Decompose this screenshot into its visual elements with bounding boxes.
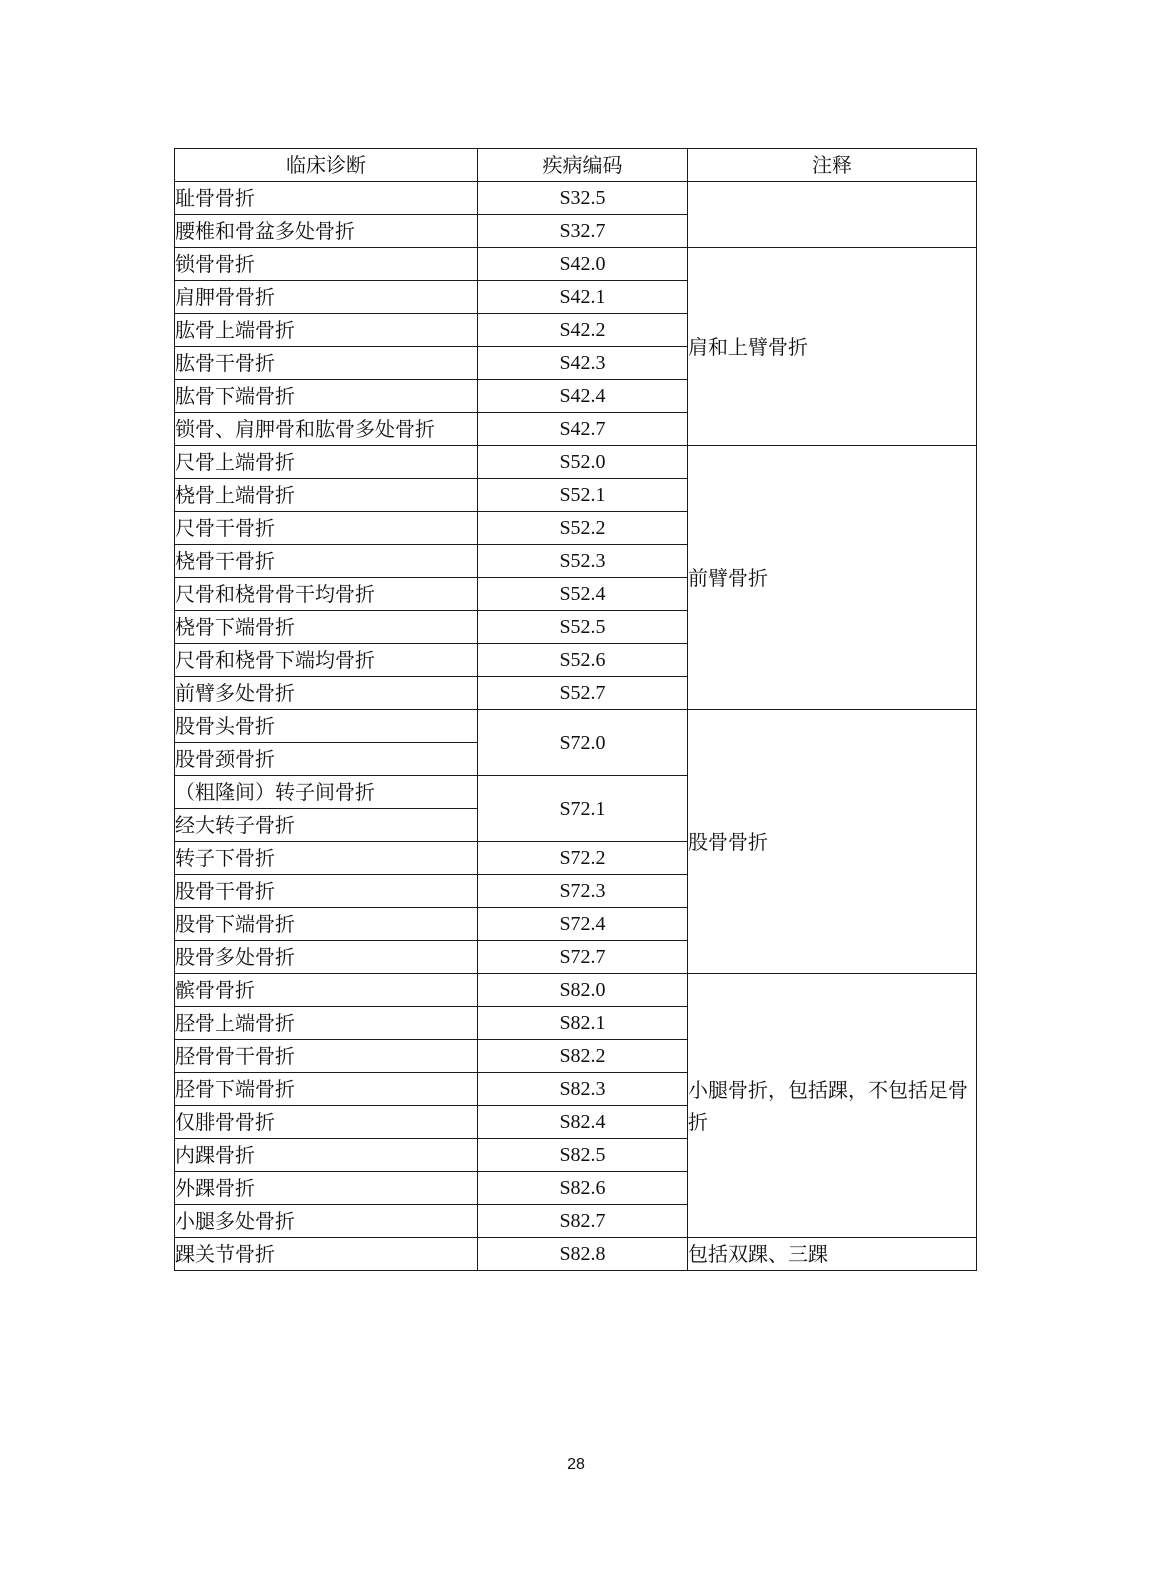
code-cell: S42.0 — [478, 248, 688, 281]
table-row — [175, 1238, 977, 1271]
diagnosis-cell: 股骨多处骨折 — [175, 941, 478, 974]
note-text: 前臂骨折 — [688, 565, 768, 590]
diagnosis-cell: 股骨头骨折 — [175, 710, 478, 743]
code-cell: S52.3 — [478, 545, 688, 578]
header-diagnosis: 临床诊断 — [175, 149, 478, 182]
note-text: 股骨骨折 — [688, 829, 768, 854]
code-cell: S52.6 — [478, 644, 688, 677]
code-cell: S52.5 — [478, 611, 688, 644]
header-code: 疾病编码 — [478, 149, 688, 182]
diagnosis-cell: 股骨干骨折 — [175, 875, 478, 908]
code-cell: S82.4 — [478, 1106, 688, 1139]
code-cell: S32.5 — [478, 182, 688, 215]
diagnosis-code-table — [174, 148, 977, 1271]
code-cell: S82.0 — [478, 974, 688, 1007]
code-cell: S72.2 — [478, 842, 688, 875]
diagnosis-cell: 锁骨骨折 — [175, 248, 478, 281]
diagnosis-cell: 桡骨干骨折 — [175, 545, 478, 578]
diagnosis-cell: 肱骨下端骨折 — [175, 380, 478, 413]
table-row — [175, 710, 977, 743]
diagnosis-cell: 前臂多处骨折 — [175, 677, 478, 710]
note-text: 小腿骨折，包括踝，不包括足骨折 — [688, 1077, 968, 1134]
header-note: 注释 — [688, 149, 977, 182]
diagnosis-cell: 桡骨下端骨折 — [175, 611, 478, 644]
diagnosis-cell: 肱骨干骨折 — [175, 347, 478, 380]
note-cell-empty — [688, 182, 977, 248]
diagnosis-cell: 转子下骨折 — [175, 842, 478, 875]
note-text: 肩和上臂骨折 — [688, 334, 808, 359]
diagnosis-cell: 肩胛骨骨折 — [175, 281, 478, 314]
code-cell: S82.2 — [478, 1040, 688, 1073]
table-row — [175, 446, 977, 479]
diagnosis-cell: 桡骨上端骨折 — [175, 479, 478, 512]
code-cell: S72.1 — [478, 776, 688, 842]
code-cell: S42.4 — [478, 380, 688, 413]
diagnosis-cell: 外踝骨折 — [175, 1172, 478, 1205]
code-cell: S82.6 — [478, 1172, 688, 1205]
diagnosis-cell: 股骨下端骨折 — [175, 908, 478, 941]
code-cell: S52.7 — [478, 677, 688, 710]
diagnosis-cell: 髌骨骨折 — [175, 974, 478, 1007]
code-cell: S52.2 — [478, 512, 688, 545]
code-cell: S52.4 — [478, 578, 688, 611]
diagnosis-cell: 小腿多处骨折 — [175, 1205, 478, 1238]
note-cell — [688, 710, 977, 974]
note-cell — [688, 248, 977, 446]
note-cell — [688, 1238, 977, 1271]
diagnosis-cell: 腰椎和骨盆多处骨折 — [175, 215, 478, 248]
code-cell: S72.0 — [478, 710, 688, 776]
code-cell: S72.4 — [478, 908, 688, 941]
diagnosis-cell: 胫骨骨干骨折 — [175, 1040, 478, 1073]
diagnosis-cell: 胫骨下端骨折 — [175, 1073, 478, 1106]
code-cell: S82.5 — [478, 1139, 688, 1172]
code-cell: S42.2 — [478, 314, 688, 347]
table-row — [175, 182, 977, 215]
note-text: 包括双踝、三踝 — [688, 1242, 828, 1266]
page-number: 28 — [567, 1456, 585, 1473]
diagnosis-cell: 股骨颈骨折 — [175, 743, 478, 776]
note-cell — [688, 974, 977, 1238]
code-cell: S72.7 — [478, 941, 688, 974]
table-row — [175, 248, 977, 281]
diagnosis-cell: （粗隆间）转子间骨折 — [175, 776, 478, 809]
diagnosis-cell: 尺骨干骨折 — [175, 512, 478, 545]
code-cell: S82.1 — [478, 1007, 688, 1040]
table-header-row — [175, 149, 977, 182]
code-cell: S42.7 — [478, 413, 688, 446]
note-cell — [688, 446, 977, 710]
diagnosis-cell: 肱骨上端骨折 — [175, 314, 478, 347]
diagnosis-cell: 踝关节骨折 — [175, 1238, 478, 1271]
diagnosis-cell: 内踝骨折 — [175, 1139, 478, 1172]
code-cell: S52.0 — [478, 446, 688, 479]
diagnosis-cell: 仅腓骨骨折 — [175, 1106, 478, 1139]
code-cell: S82.8 — [478, 1238, 688, 1271]
diagnosis-cell: 胫骨上端骨折 — [175, 1007, 478, 1040]
code-cell: S82.7 — [478, 1205, 688, 1238]
code-cell: S72.3 — [478, 875, 688, 908]
diagnosis-cell: 尺骨上端骨折 — [175, 446, 478, 479]
diagnosis-cell: 锁骨、肩胛骨和肱骨多处骨折 — [175, 413, 478, 446]
code-cell: S52.1 — [478, 479, 688, 512]
diagnosis-cell: 尺骨和桡骨下端均骨折 — [175, 644, 478, 677]
code-cell: S42.1 — [478, 281, 688, 314]
code-cell: S42.3 — [478, 347, 688, 380]
table-row — [175, 974, 977, 1007]
code-cell: S32.7 — [478, 215, 688, 248]
diagnosis-cell: 耻骨骨折 — [175, 182, 478, 215]
diagnosis-cell: 尺骨和桡骨骨干均骨折 — [175, 578, 478, 611]
code-cell: S82.3 — [478, 1073, 688, 1106]
diagnosis-cell: 经大转子骨折 — [175, 809, 478, 842]
